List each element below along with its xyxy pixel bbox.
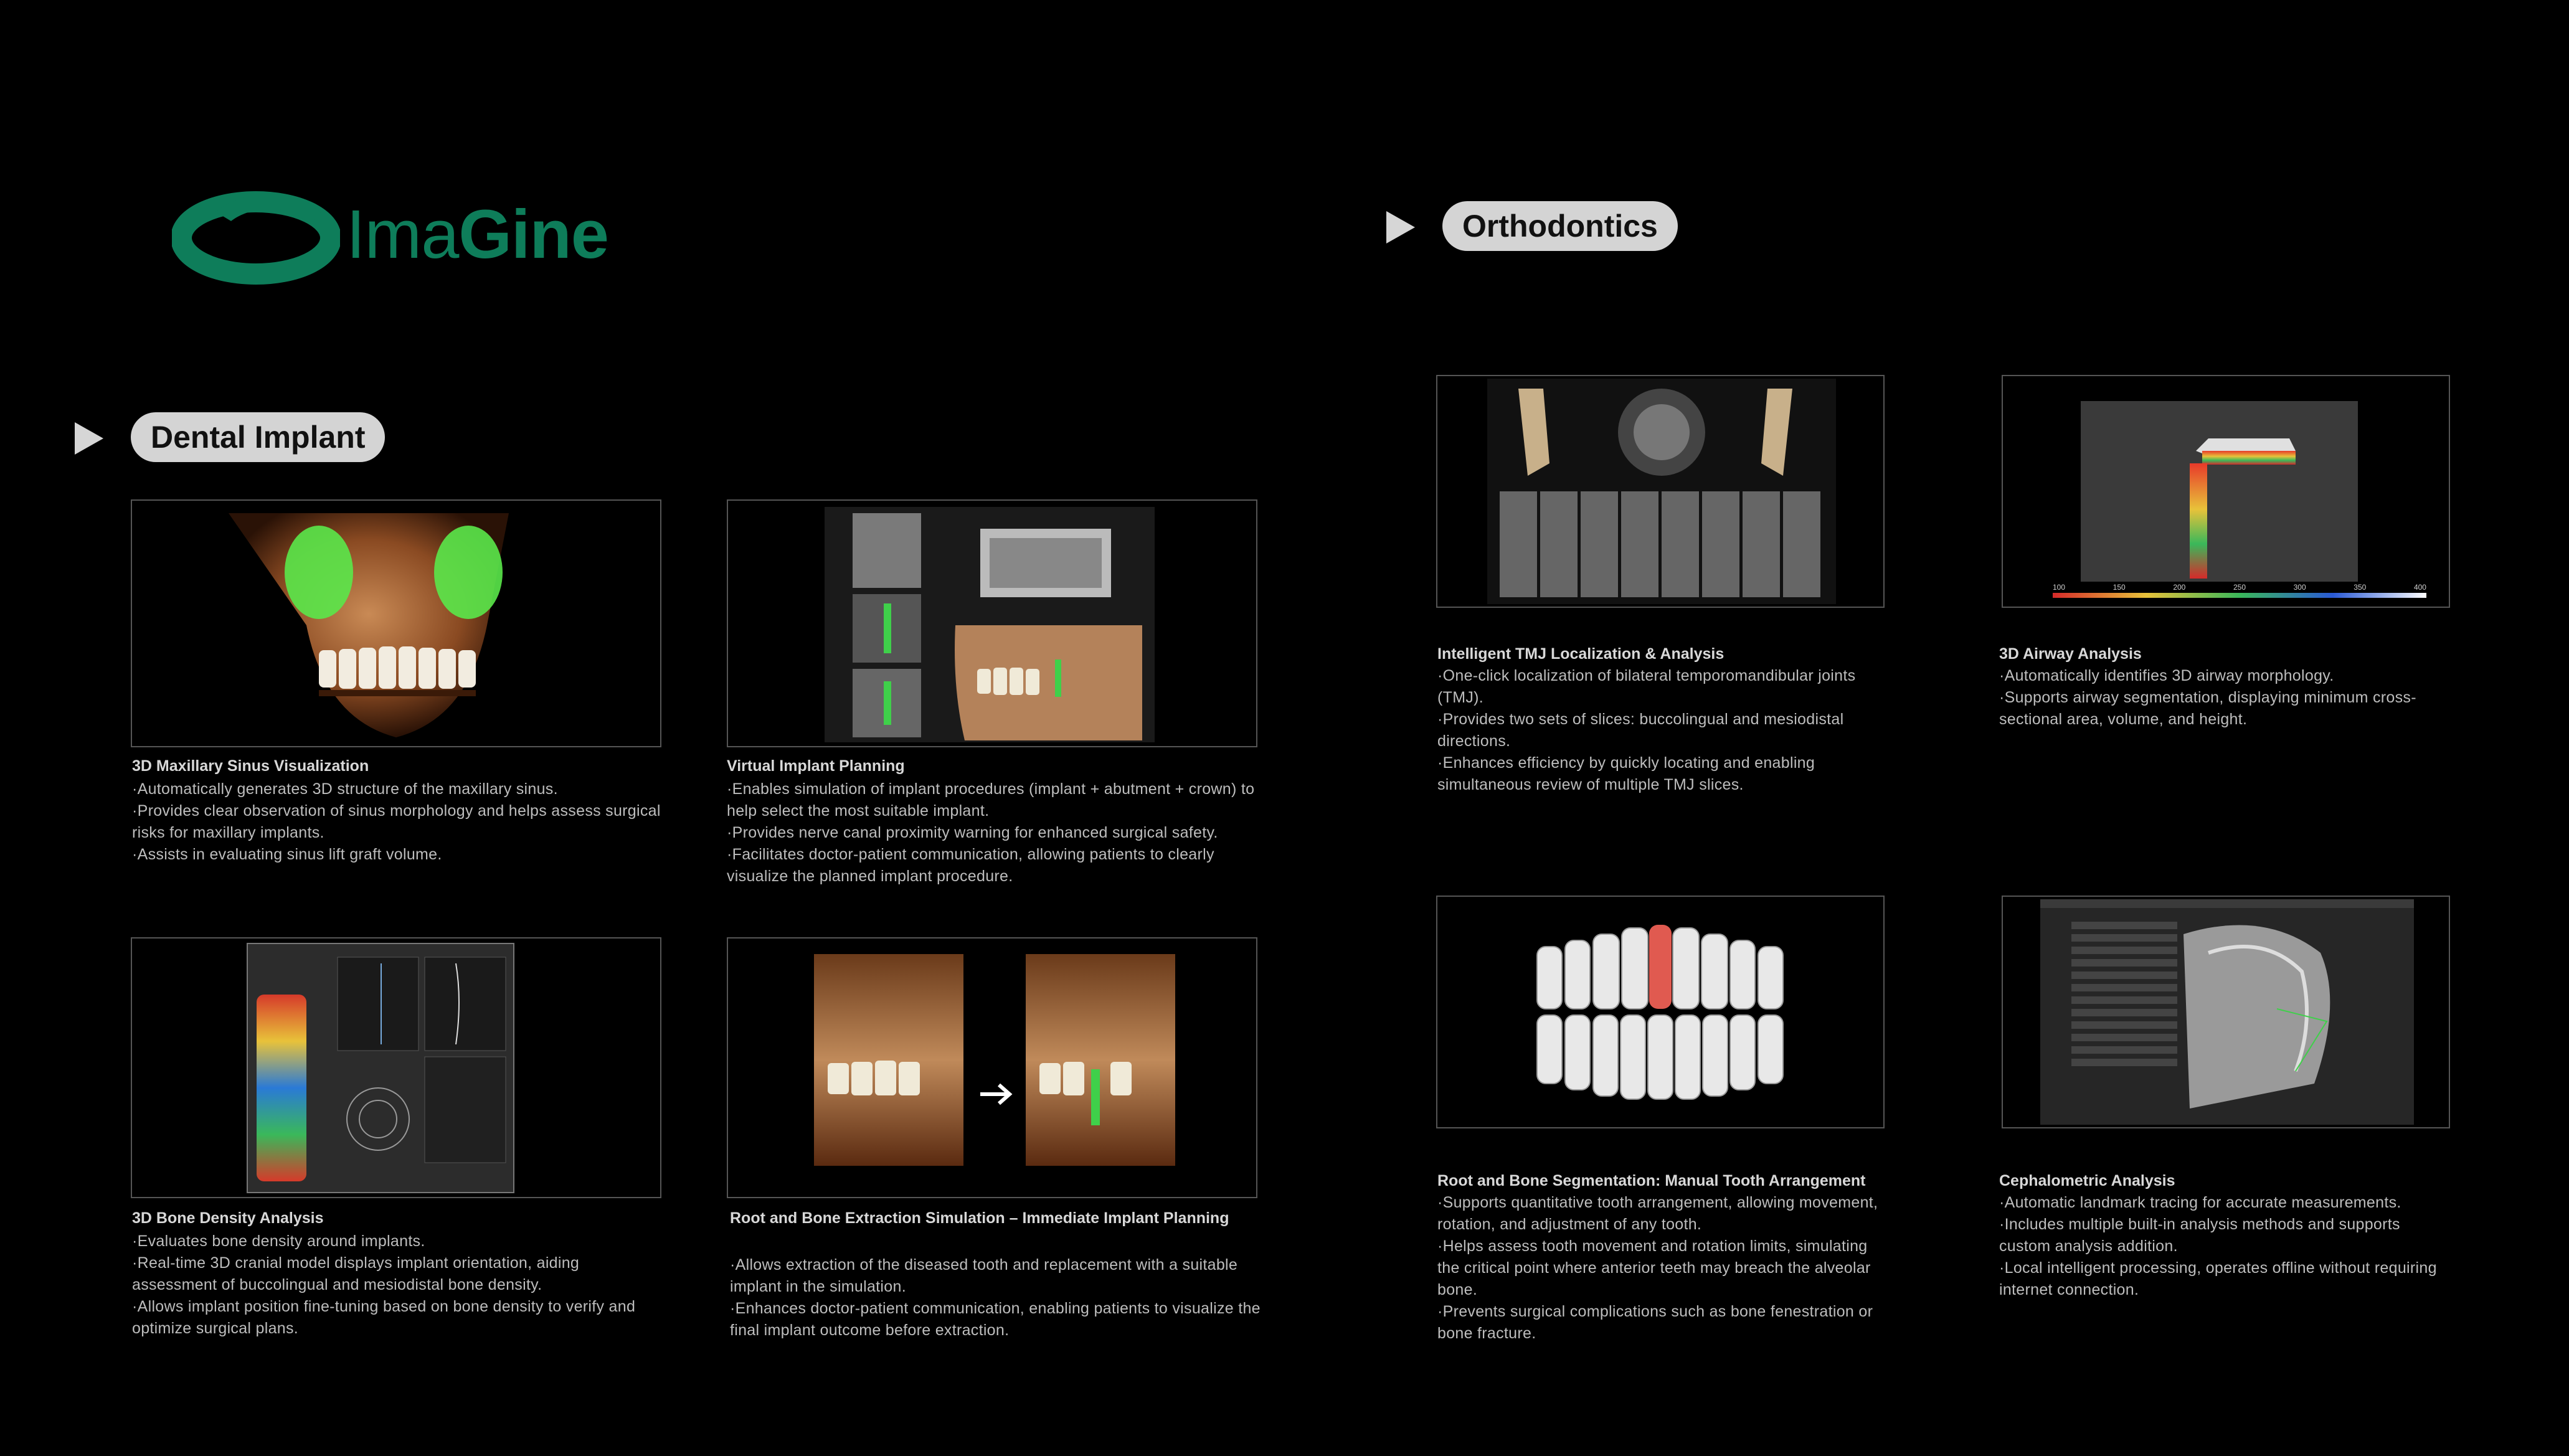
bone-density-image [131, 937, 661, 1198]
ceph-image [2002, 896, 2450, 1128]
extraction-image [727, 937, 1257, 1198]
description-line: ·Supports airway segmentation, displaying minimum cross-sectional area, volume, and height. [1999, 689, 2416, 728]
section-title: Orthodontics [1442, 201, 1678, 251]
brand-logo [172, 187, 633, 286]
description-line: ·Real-time 3D cranial model displays implant orientation, aiding assessment of buccolingual and mesiodistal bone density. [132, 1254, 580, 1293]
bone-density-title: 3D Bone Density Analysis [132, 1209, 324, 1227]
airway-title: 3D Airway Analysis [1999, 645, 2142, 663]
description-line: ·Allows implant position fine-tuning based on bone density to verify and optimize surgical plans. [132, 1298, 636, 1337]
description-line: ·Provides clear observation of sinus morphology and helps assess surgical risks for maxillary implants. [132, 802, 661, 841]
scale-tick-label: 400 [2413, 583, 2426, 592]
segmentation-image [1436, 896, 1885, 1128]
description-line: ·Automatically identifies 3D airway morphology. [1999, 667, 2334, 684]
segmentation-title: Root and Bone Segmentation: Manual Tooth Arrangement [1437, 1172, 1866, 1189]
scale-tick-label: 300 [2293, 583, 2306, 592]
description-line: ·Automatically generates 3D structure of the maxillary sinus. [132, 780, 558, 798]
scale-tick-label: 200 [2173, 583, 2186, 592]
description-line: ·One-click localization of bilateral temporomandibular joints (TMJ). [1437, 667, 1856, 706]
section-orthodontics [1386, 201, 1760, 251]
airway-description [1999, 665, 2454, 730]
description-line: ·Facilitates doctor-patient communication, allowing patients to clearly visualize the planned implant procedure. [727, 846, 1214, 885]
logo-mark-icon [172, 187, 340, 286]
virtual-implant-image [727, 499, 1257, 747]
sinus-image [131, 499, 661, 747]
scale-tick-label: 350 [2354, 583, 2367, 592]
segmentation-description [1437, 1192, 1889, 1345]
description-line: ·Local intelligent processing, operates offline without requiring internet connection. [1999, 1259, 2437, 1298]
arrow-right-icon [980, 1085, 1010, 1104]
scale-tick-label: 150 [2112, 583, 2126, 592]
description-line: ·Enhances doctor-patient communication, enabling patients to visualize the final implant outcome before extraction. [730, 1300, 1261, 1339]
description-line: ·Automatic landmark tracing for accurate measurements. [1999, 1194, 2401, 1211]
play-triangle-icon [75, 422, 103, 455]
description-line: ·Allows extraction of the diseased tooth and replacement with a suitable implant in the simulation. [730, 1256, 1238, 1295]
airway-image [2002, 375, 2450, 608]
virtual-implant-description [727, 778, 1262, 887]
scale-tick-label: 250 [2233, 583, 2246, 592]
description-line: ·Helps assess tooth movement and rotation limits, simulating the critical point where anterior teeth may breach the alveolar bone. [1437, 1237, 1871, 1298]
airway-scale [2053, 583, 2426, 592]
ceph-description [1999, 1192, 2454, 1301]
section-title: Dental Implant [131, 412, 385, 462]
sinus-title: 3D Maxillary Sinus Visualization [132, 757, 369, 775]
description-line: ·Enhances efficiency by quickly locating and enabling simultaneous review of multiple TMJ slices. [1437, 754, 1815, 793]
section-dental-implant [75, 412, 448, 462]
description-line: ·Enables simulation of implant procedures (implant + abutment + crown) to help select the most suitable implant. [727, 780, 1255, 820]
extraction-title: Root and Bone Extraction Simulation – Immediate Implant Planning [730, 1209, 1229, 1227]
description-line: ·Prevents surgical complications such as bone fenestration or bone fracture. [1437, 1303, 1873, 1342]
brand-wordmark: ImaGine [346, 196, 608, 273]
description-line: ·Supports quantitative tooth arrangement, allowing movement, rotation, and adjustment of any tooth. [1437, 1194, 1878, 1233]
description-line: ·Evaluates bone density around implants. [132, 1232, 425, 1250]
tmj-image [1436, 375, 1885, 608]
sinus-description [132, 778, 668, 866]
extraction-description [730, 1254, 1266, 1341]
bone-density-description [132, 1231, 668, 1340]
tmj-description [1437, 665, 1889, 796]
description-line: ·Provides two sets of slices: buccolingual and mesiodistal directions. [1437, 711, 1844, 750]
tmj-title: Intelligent TMJ Localization & Analysis [1437, 645, 1724, 663]
virtual-implant-title: Virtual Implant Planning [727, 757, 905, 775]
scale-tick-label: 100 [2053, 583, 2066, 592]
description-line: ·Includes multiple built-in analysis methods and supports custom analysis addition. [1999, 1216, 2400, 1255]
description-line: ·Assists in evaluating sinus lift graft volume. [132, 846, 442, 863]
description-line: ·Provides nerve canal proximity warning for enhanced surgical safety. [727, 824, 1218, 841]
play-triangle-icon [1386, 211, 1415, 243]
ceph-title: Cephalometric Analysis [1999, 1172, 2175, 1189]
